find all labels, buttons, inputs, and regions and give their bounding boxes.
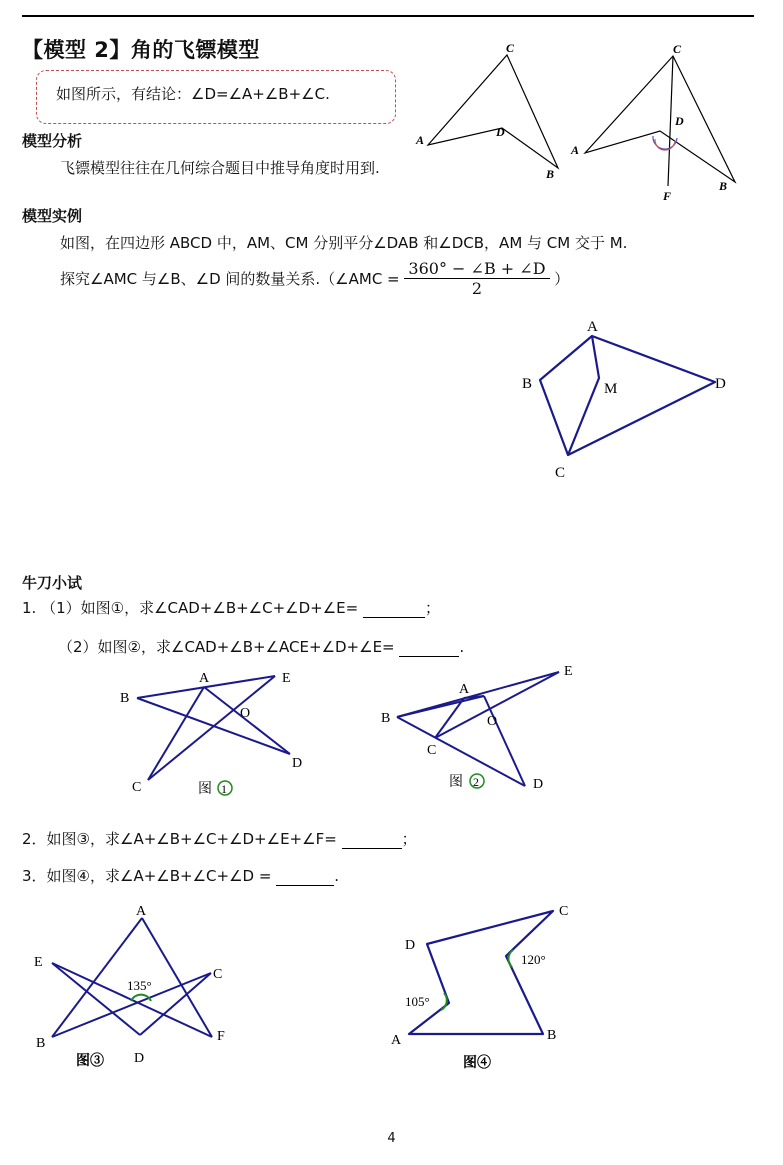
quad-outline [540,336,715,455]
label-C: C [559,904,569,919]
label-M: M [604,381,618,397]
label-B: B [36,1036,46,1051]
figure-4-outline [409,911,553,1034]
segment-ED [52,963,140,1035]
question-3 [22,865,339,886]
question-2-end: ； [401,830,417,848]
label-B: B [522,376,533,392]
dart-outline [585,56,735,182]
label-B: B [381,711,391,726]
label-D: D [292,756,303,771]
question-3-end: . [334,867,339,885]
label-B: B [546,167,555,180]
dart-outline [428,55,558,168]
label-C: C [673,42,682,56]
label-C: C [132,780,142,795]
label-C: C [506,41,515,55]
angle-arc [655,139,675,150]
figure-number: 2 [473,775,479,789]
label-F: F [663,189,672,203]
figure-4 [385,895,585,1075]
label-D: D [496,125,505,139]
conclusion-text: 如图所示，有结论：∠D=∠A+∠B+∠C. [56,85,330,103]
label-F: F [217,1029,225,1044]
answer-blank[interactable] [276,869,334,886]
label-C: C [555,465,566,481]
label-O: O [487,714,498,729]
label-A: A [571,143,580,157]
question-1-1-end: ； [425,599,441,617]
label-D: D [405,938,416,953]
answer-blank[interactable] [342,832,402,849]
label-A: A [391,1033,402,1048]
label-O: O [240,706,251,721]
figure-1 [112,665,322,800]
formula-numerator: 360° − ∠B + ∠D [404,259,549,279]
example-heading: 模型实例 [22,207,83,225]
label-B: B [719,179,728,193]
angle-label-120: 120° [521,952,546,967]
label-D: D [715,376,726,392]
formula-fraction [404,259,549,298]
label-C: C [213,967,223,982]
formula-denominator: 2 [471,279,483,298]
analysis-text: 飞镖模型往往在几何综合题目中推导角度时用到. [60,159,380,177]
segment-AC [148,687,204,780]
angle-arc [653,136,677,149]
dart-figure-2 [565,38,745,208]
question-1-2 [58,636,464,657]
question-1-1 [22,597,440,618]
label-A: A [459,682,470,697]
label-B: B [120,691,130,706]
label-A: A [587,319,598,335]
figure-3 [30,900,245,1075]
angle-label: 135° [127,978,152,993]
figure-caption: 图③ [76,1054,104,1069]
example-line2-prefix: 探究∠AMC 与∠B、∠D 间的数量关系.（∠AMC = [60,270,400,288]
label-D: D [134,1051,145,1066]
question-1-1-text: 1. （1）如图①，求∠CAD+∠B+∠C+∠D+∠E= [22,599,359,617]
question-2-text: 2．如图③，求∠A+∠B+∠C+∠D+∠E+∠F= [22,830,337,848]
figure-caption: 图 [449,775,463,790]
label-A: A [416,133,425,147]
figure-caption: 图④ [463,1056,491,1071]
bisectors [568,336,599,455]
segment-BA [397,696,484,717]
angle-label-105: 105° [405,994,430,1009]
label-E: E [34,955,43,970]
label-E: E [564,664,573,679]
example-line1: 如图，在四边形 ABCD 中，AM、CM 分别平分∠DAB 和∠DCB，AM 与 CM 交于 M. [60,234,628,252]
analysis-heading: 模型分析 [22,132,83,150]
section-title: 【模型 2】角的飞镖模型 [22,38,260,62]
label-C: C [427,743,437,758]
answer-blank[interactable] [399,640,459,657]
question-1-2-end: . [459,638,465,656]
label-D: D [533,777,544,792]
label-E: E [282,671,291,686]
label-B: B [547,1028,557,1043]
top-rule [22,15,754,17]
dart-figure-1 [410,40,570,180]
question-1-2-text: （2）如图②，求∠CAD+∠B+∠ACE+∠D+∠E= [58,638,395,656]
page-number: 4 [387,1131,396,1146]
question-3-text: 3．如图④，求∠A+∠B+∠C+∠D = [22,867,272,885]
example-line2-suffix: ） [554,270,570,288]
practice-heading: 牛刀小试 [22,574,83,592]
quadrilateral-figure [510,315,740,485]
label-D: D [675,114,684,128]
auxiliary-line [668,56,673,186]
example-line2 [60,259,569,298]
figure-number: 1 [221,782,227,796]
figure-2 [375,660,590,800]
question-2 [22,828,417,849]
label-A: A [136,904,147,919]
answer-blank[interactable] [363,601,425,618]
figure-caption: 图 [198,782,212,797]
label-A: A [199,671,210,686]
